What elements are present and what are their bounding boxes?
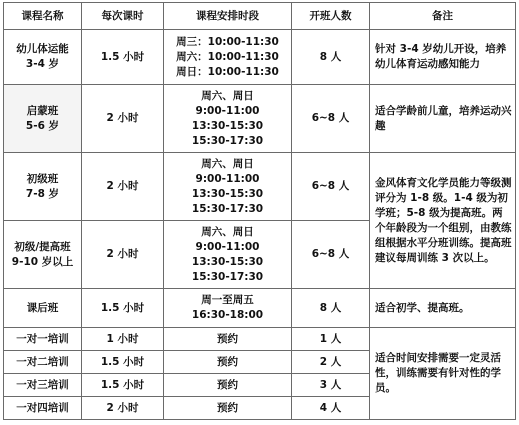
schedule-line: 13:30-15:30 <box>191 187 264 200</box>
course-name-cell <box>4 30 82 85</box>
class-size-cell: 6~8 人 <box>292 221 370 289</box>
schedule-cell <box>164 85 292 153</box>
table-wrapper <box>3 2 516 420</box>
course-name-line: 启蒙班 <box>26 104 59 117</box>
schedule-line: 周六：10:00-11:30 <box>176 50 279 63</box>
schedule-cell <box>164 30 292 85</box>
course-age-line: 5-6 岁 <box>25 119 60 132</box>
table-row <box>4 328 516 351</box>
course-name-cell <box>4 221 82 289</box>
note-cell-grade-levels: 金风体育文化学员能力等级测评分为 1-8 级。1-4 级为初学班；5-8 级为提高班。两个年龄段为一个组别，由教练组根据水平分班训练。提高班建议每周训练 3 次以上。 <box>370 153 516 289</box>
schedule-line: 周三：10:00-11:30 <box>176 35 279 48</box>
class-size-cell: 1 人 <box>292 328 370 351</box>
course-name-cell <box>4 85 82 153</box>
schedule-line: 周日：10:00-11:30 <box>176 65 279 78</box>
course-name-cell: 一对三培训 <box>4 374 82 397</box>
schedule-cell <box>164 153 292 221</box>
course-name-line: 初级班 <box>26 172 59 185</box>
course-name-cell: 课后班 <box>4 289 82 328</box>
course-age-line: 7-8 岁 <box>25 187 60 200</box>
header-class-size: 开班人数 <box>292 3 370 30</box>
schedule-cell: 预约 <box>164 374 292 397</box>
table-row <box>4 153 516 221</box>
schedule-line: 周六、周日 <box>201 157 254 170</box>
hours-cell: 2 小时 <box>82 221 164 289</box>
header-course-name: 课程名称 <box>4 3 82 30</box>
schedule-line: 周六、周日 <box>201 225 254 238</box>
note-cell: 针对 3-4 岁幼儿开设，培养幼儿体育运动感知能力 <box>370 30 516 85</box>
schedule-line: 15:30-17:30 <box>191 202 264 215</box>
header-schedule: 课程安排时段 <box>164 3 292 30</box>
hours-cell: 2 小时 <box>82 85 164 153</box>
course-name-line: 初级/提高班 <box>14 240 71 253</box>
course-name-cell <box>4 153 82 221</box>
table-row <box>4 289 516 328</box>
schedule-line: 16:30-18:00 <box>191 309 264 321</box>
schedule-line: 周一至周五 <box>201 294 254 306</box>
hours-cell: 2 小时 <box>82 153 164 221</box>
schedule-line: 13:30-15:30 <box>191 255 264 268</box>
note-cell: 适合学龄前儿童，培养运动兴趣 <box>370 85 516 153</box>
course-name-cell: 一对四培训 <box>4 397 82 420</box>
course-name-cell: 一对二培训 <box>4 351 82 374</box>
course-name-cell: 一对一培训 <box>4 328 82 351</box>
note-cell-private-training: 适合时间安排需要一定灵活性，训练需要有针对性的学员。 <box>370 328 516 420</box>
schedule-cell <box>164 289 292 328</box>
class-size-cell: 8 人 <box>292 289 370 328</box>
schedule-line: 15:30-17:30 <box>191 134 264 147</box>
schedule-line: 周六、周日 <box>201 89 254 102</box>
course-name-line: 幼儿体运能 <box>16 43 69 55</box>
class-size-cell: 4 人 <box>292 397 370 420</box>
course-age-line: 3-4 岁 <box>25 58 60 70</box>
hours-cell: 1 小时 <box>82 328 164 351</box>
schedule-cell: 预约 <box>164 351 292 374</box>
header-row <box>4 3 516 30</box>
hours-cell: 2 小时 <box>82 397 164 420</box>
schedule-cell: 预约 <box>164 397 292 420</box>
hours-cell: 1.5 小时 <box>82 351 164 374</box>
schedule-cell <box>164 221 292 289</box>
course-schedule-table <box>3 2 516 420</box>
class-size-cell: 3 人 <box>292 374 370 397</box>
schedule-line: 15:30-17:30 <box>191 270 264 283</box>
hours-cell: 1.5 小时 <box>82 374 164 397</box>
table-row <box>4 85 516 153</box>
hours-cell: 1.5 小时 <box>82 289 164 328</box>
schedule-line: 13:30-15:30 <box>191 119 264 132</box>
table-row <box>4 30 516 85</box>
schedule-cell: 预约 <box>164 328 292 351</box>
header-hours: 每次课时 <box>82 3 164 30</box>
schedule-line: 9:00-11:00 <box>195 172 260 185</box>
schedule-line: 9:00-11:00 <box>195 104 260 117</box>
class-size-cell: 6~8 人 <box>292 153 370 221</box>
note-cell: 适合初学、提高班。 <box>370 289 516 328</box>
class-size-cell: 2 人 <box>292 351 370 374</box>
hours-cell: 1.5 小时 <box>82 30 164 85</box>
header-notes: 备注 <box>370 3 516 30</box>
course-age-line: 9-10 岁以上 <box>11 255 74 268</box>
schedule-line: 9:00-11:00 <box>195 240 260 253</box>
class-size-cell: 6~8 人 <box>292 85 370 153</box>
class-size-cell: 8 人 <box>292 30 370 85</box>
